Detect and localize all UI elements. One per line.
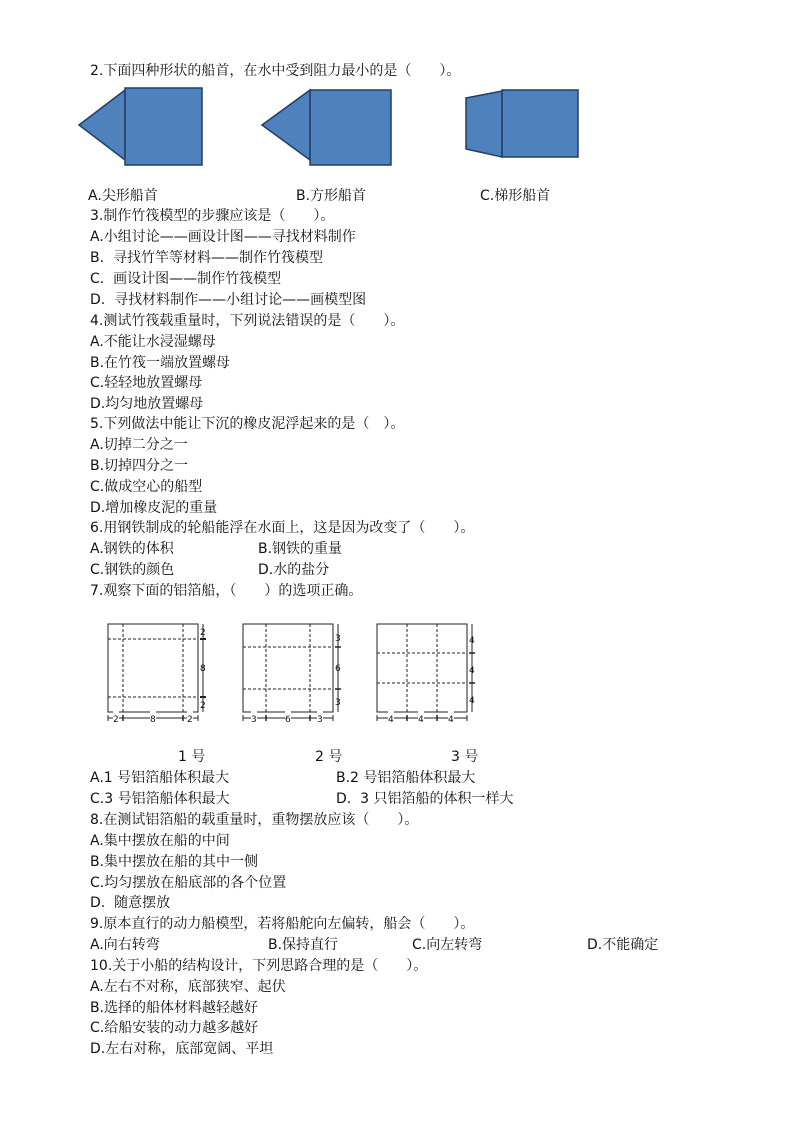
q3-option-b[interactable]: B. 寻找竹竿等材料——制作竹筏模型 [90,250,323,266]
q8-stem: 8.在测试铝箔船的载重量时，重物摆放应该（ ）。 [90,812,419,828]
pointed-bow-hull-2 [310,90,391,165]
boat-3-dim-center: 4 [418,711,424,729]
boat-3-dim-bot: 4 [469,696,475,706]
q2-option-c[interactable]: C.梯形船首 [480,188,551,204]
q7-stem: 7.观察下面的铝箔船，（ ）的选项正确。 [90,583,363,599]
boat-1-label: 1 号 [178,749,206,765]
boat-3-dim-left: 4 [388,711,394,729]
q4-stem: 4.测试竹筏载重量时，下列说法错误的是（ ）。 [90,313,405,329]
boat-2-label: 2 号 [315,749,343,765]
q9-stem: 9.原本直行的动力船模型，若将船舵向左偏转，船会（ ）。 [90,916,475,932]
boat-1-dim-top: 2 [200,628,206,638]
pointed-bow-shape [79,90,125,160]
q9-option-a[interactable]: A.向右转弯 [90,937,160,953]
q8-option-b[interactable]: B.集中摆放在船的其中一侧 [90,854,259,870]
pointed-bow-shape-2 [262,90,310,160]
boat-1-dim-mid: 8 [200,664,206,674]
q2-option-a[interactable]: A.尖形船首 [88,188,158,204]
boat-3-dim-mid: 4 [469,666,475,676]
q4-option-a[interactable]: A.不能让水浸湿螺母 [90,334,216,350]
q3-option-c[interactable]: C. 画设计图——制作竹筏模型 [90,271,282,287]
q5-option-a[interactable]: A.切掉二分之一 [90,437,188,453]
pointed-bow-hull [125,88,202,165]
boat-1-dim-center: 8 [150,711,156,729]
boat-1-diagram [105,620,215,726]
ship-shapes [70,80,590,170]
q8-option-c[interactable]: C.均匀摆放在船底部的各个位置 [90,875,287,891]
q6-option-d[interactable]: D.水的盐分 [258,562,330,578]
q10-option-c[interactable]: C.给船安装的动力越多越好 [90,1020,259,1036]
q8-option-a[interactable]: A.集中摆放在船的中间 [90,833,230,849]
q3-option-d[interactable]: D. 寻找材料制作——小组讨论——画模型图 [90,292,367,308]
q10-stem: 10.关于小船的结构设计，下列思路合理的是（ ）。 [90,958,428,974]
boat-2-dim-right: 3 [317,711,323,729]
q3-stem: 3.制作竹筏模型的步骤应该是（ ）。 [90,208,335,224]
q3-option-a[interactable]: A.小组讨论——画设计图——寻找材料制作 [90,229,356,245]
q7-option-b[interactable]: B.2 号铝箔船体积最大 [336,770,476,786]
q7-option-a[interactable]: A.1 号铝箔船体积最大 [90,770,230,786]
q4-option-d[interactable]: D.均匀地放置螺母 [90,396,204,412]
q7-option-d[interactable]: D. 3 只铝箔船的体积一样大 [336,791,514,807]
boat-2-dim-left: 3 [251,711,257,729]
q10-option-d[interactable]: D.左右对称，底部宽阔、平坦 [90,1041,274,1057]
boat-2-dim-center: 6 [285,711,291,729]
boat-3-dim-top: 4 [469,636,475,646]
q10-option-a[interactable]: A.左右不对称，底部狭窄、起伏 [90,979,286,995]
q5-option-d[interactable]: D.增加橡皮泥的重量 [90,500,218,516]
q5-stem: 5.下列做法中能让下沉的橡皮泥浮起来的是（ ）。 [90,416,405,432]
q9-option-c[interactable]: C.向左转弯 [412,937,483,953]
boat-2-dim-mid: 6 [335,664,341,674]
q10-option-b[interactable]: B.选择的船体材料越轻越好 [90,1000,259,1016]
q9-option-b[interactable]: B.保持直行 [268,937,339,953]
q8-option-d[interactable]: D. 随意摆放 [90,895,171,911]
boat-2-dim-top: 3 [335,634,341,644]
q4-option-c[interactable]: C.轻轻地放置螺母 [90,375,203,391]
trapezoid-bow-hull [502,90,578,157]
q6-option-b[interactable]: B.钢铁的重量 [258,541,343,557]
q5-option-b[interactable]: B.切掉四分之一 [90,458,189,474]
boat-1-dim-right: 2 [187,711,193,729]
boat-2-dim-bot: 3 [335,698,341,708]
q7-option-c[interactable]: C.3 号铝箔船体积最大 [90,791,230,807]
q6-stem: 6.用钢铁制成的轮船能浮在水面上，这是因为改变了（ ）。 [90,520,475,536]
q5-option-c[interactable]: C.做成空心的船型 [90,479,203,495]
boat-1-dim-bot: 2 [200,701,206,711]
boat-3-dim-right: 4 [448,711,454,729]
q6-option-a[interactable]: A.钢铁的体积 [90,541,174,557]
boat-1-dim-left: 2 [113,711,119,729]
trapezoid-bow-shape [466,91,502,157]
q2-option-b[interactable]: B.方形船首 [296,188,367,204]
q2-stem: 2.下面四种形状的船首，在水中受到阻力最小的是（ ）。 [90,63,461,79]
q4-option-b[interactable]: B.在竹筏一端放置螺母 [90,355,231,371]
boat-3-label: 3 号 [451,749,479,765]
q9-option-d[interactable]: D.不能确定 [587,937,659,953]
q6-option-c[interactable]: C.钢铁的颜色 [90,562,175,578]
